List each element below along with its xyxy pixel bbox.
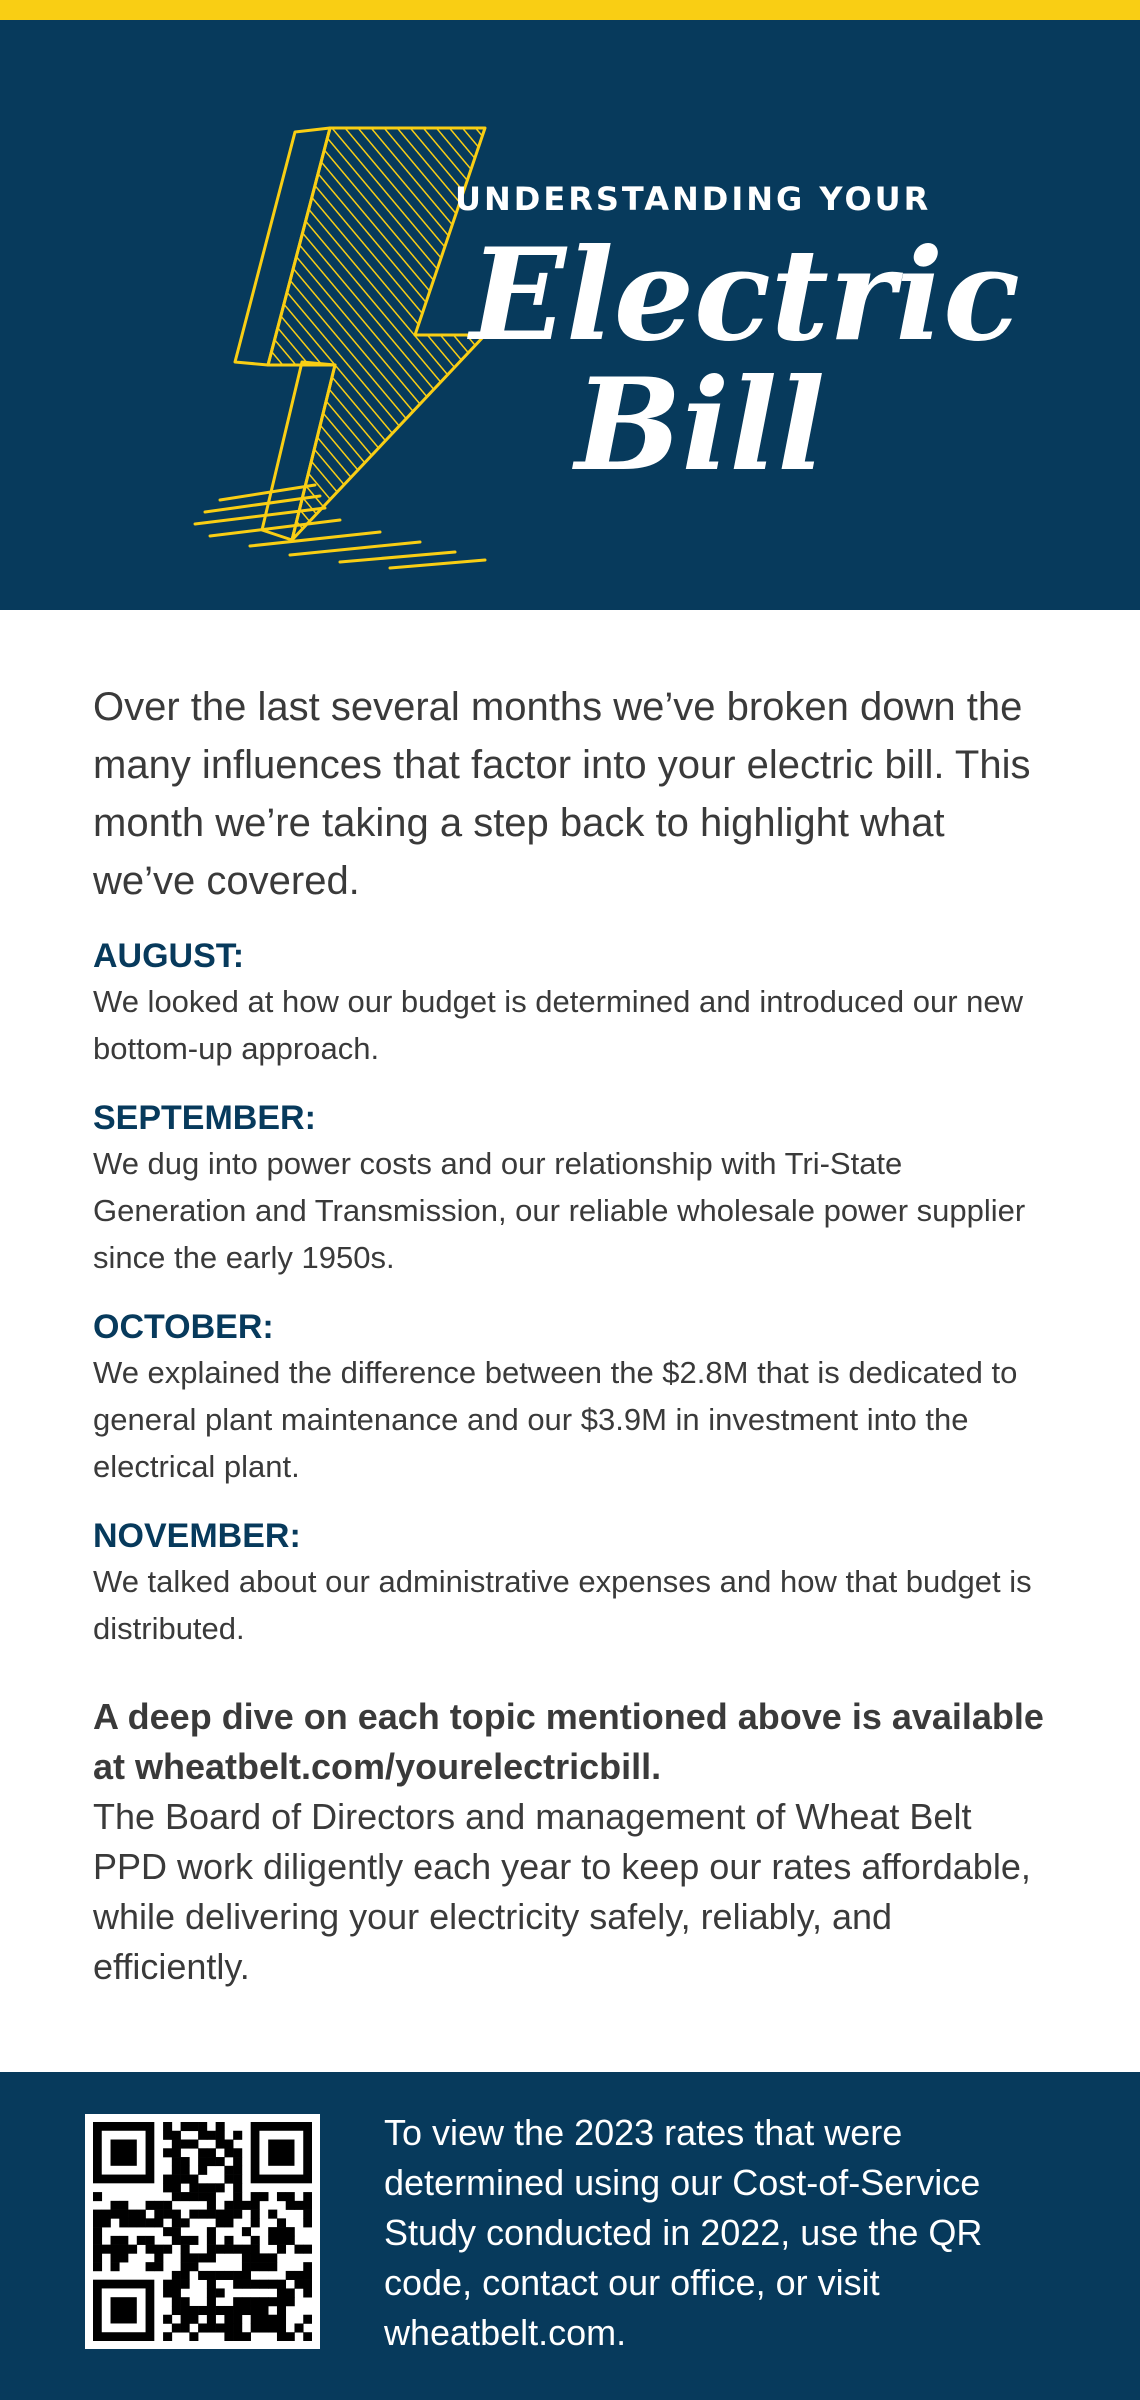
month-description: We explained the difference between the $2.8M that is dedicated to general plant maintenance and our $3.9M in investment into the electrical plant.: [93, 1355, 1018, 1484]
lightning-bolt-icon: [190, 100, 510, 570]
header-banner: [0, 20, 1140, 610]
month-section-november: [93, 1514, 1053, 1652]
month-description: We talked about our administrative expenses and how that budget is distributed.: [93, 1564, 1032, 1646]
month-label: NOVEMBER:: [93, 1517, 301, 1555]
month-description: We dug into power costs and our relationship with Tri-State Generation and Transmission, our reliable wholesale power supplier since the early 1950s.: [93, 1146, 1026, 1275]
footer-rates-note: To view the 2023 rates that were determined using our Cost-of-Service Study conducted in 2022, use the QR code, contact our office, or visit wheatbelt.com.: [384, 2112, 983, 2353]
header-title-electric: Electric: [470, 221, 1020, 369]
intro-paragraph: Over the last several months we’ve broken down the many influences that factor into your electric bill. This month we’re taking a step back to highlight what we’ve covered.: [93, 685, 1031, 903]
closing-section: [93, 1692, 1053, 1992]
header-kicker: UNDERSTANDING YOUR: [455, 180, 932, 218]
main-content: [93, 678, 1053, 1992]
deep-dive-note: A deep dive on each topic mentioned above is available at wheatbelt.com/yourelectricbill.: [93, 1696, 1044, 1787]
month-description: We looked at how our budget is determined and introduced our new bottom-up approach.: [93, 984, 1024, 1066]
month-label: AUGUST:: [93, 937, 245, 975]
month-section-october: [93, 1305, 1053, 1490]
board-statement: The Board of Directors and management of Wheat Belt PPD work diligently each year to keep our rates affordable, while delivering your electricity safely, reliably, and efficiently.: [93, 1796, 1031, 1987]
qr-code-icon[interactable]: [85, 2114, 320, 2349]
month-section-august: [93, 934, 1053, 1072]
month-label: OCTOBER:: [93, 1308, 274, 1346]
month-section-september: [93, 1096, 1053, 1281]
footer-banner: [0, 2072, 1140, 2400]
month-label: SEPTEMBER:: [93, 1099, 316, 1137]
header-title-bill: Bill: [575, 351, 826, 499]
top-accent-stripe: [0, 0, 1140, 20]
